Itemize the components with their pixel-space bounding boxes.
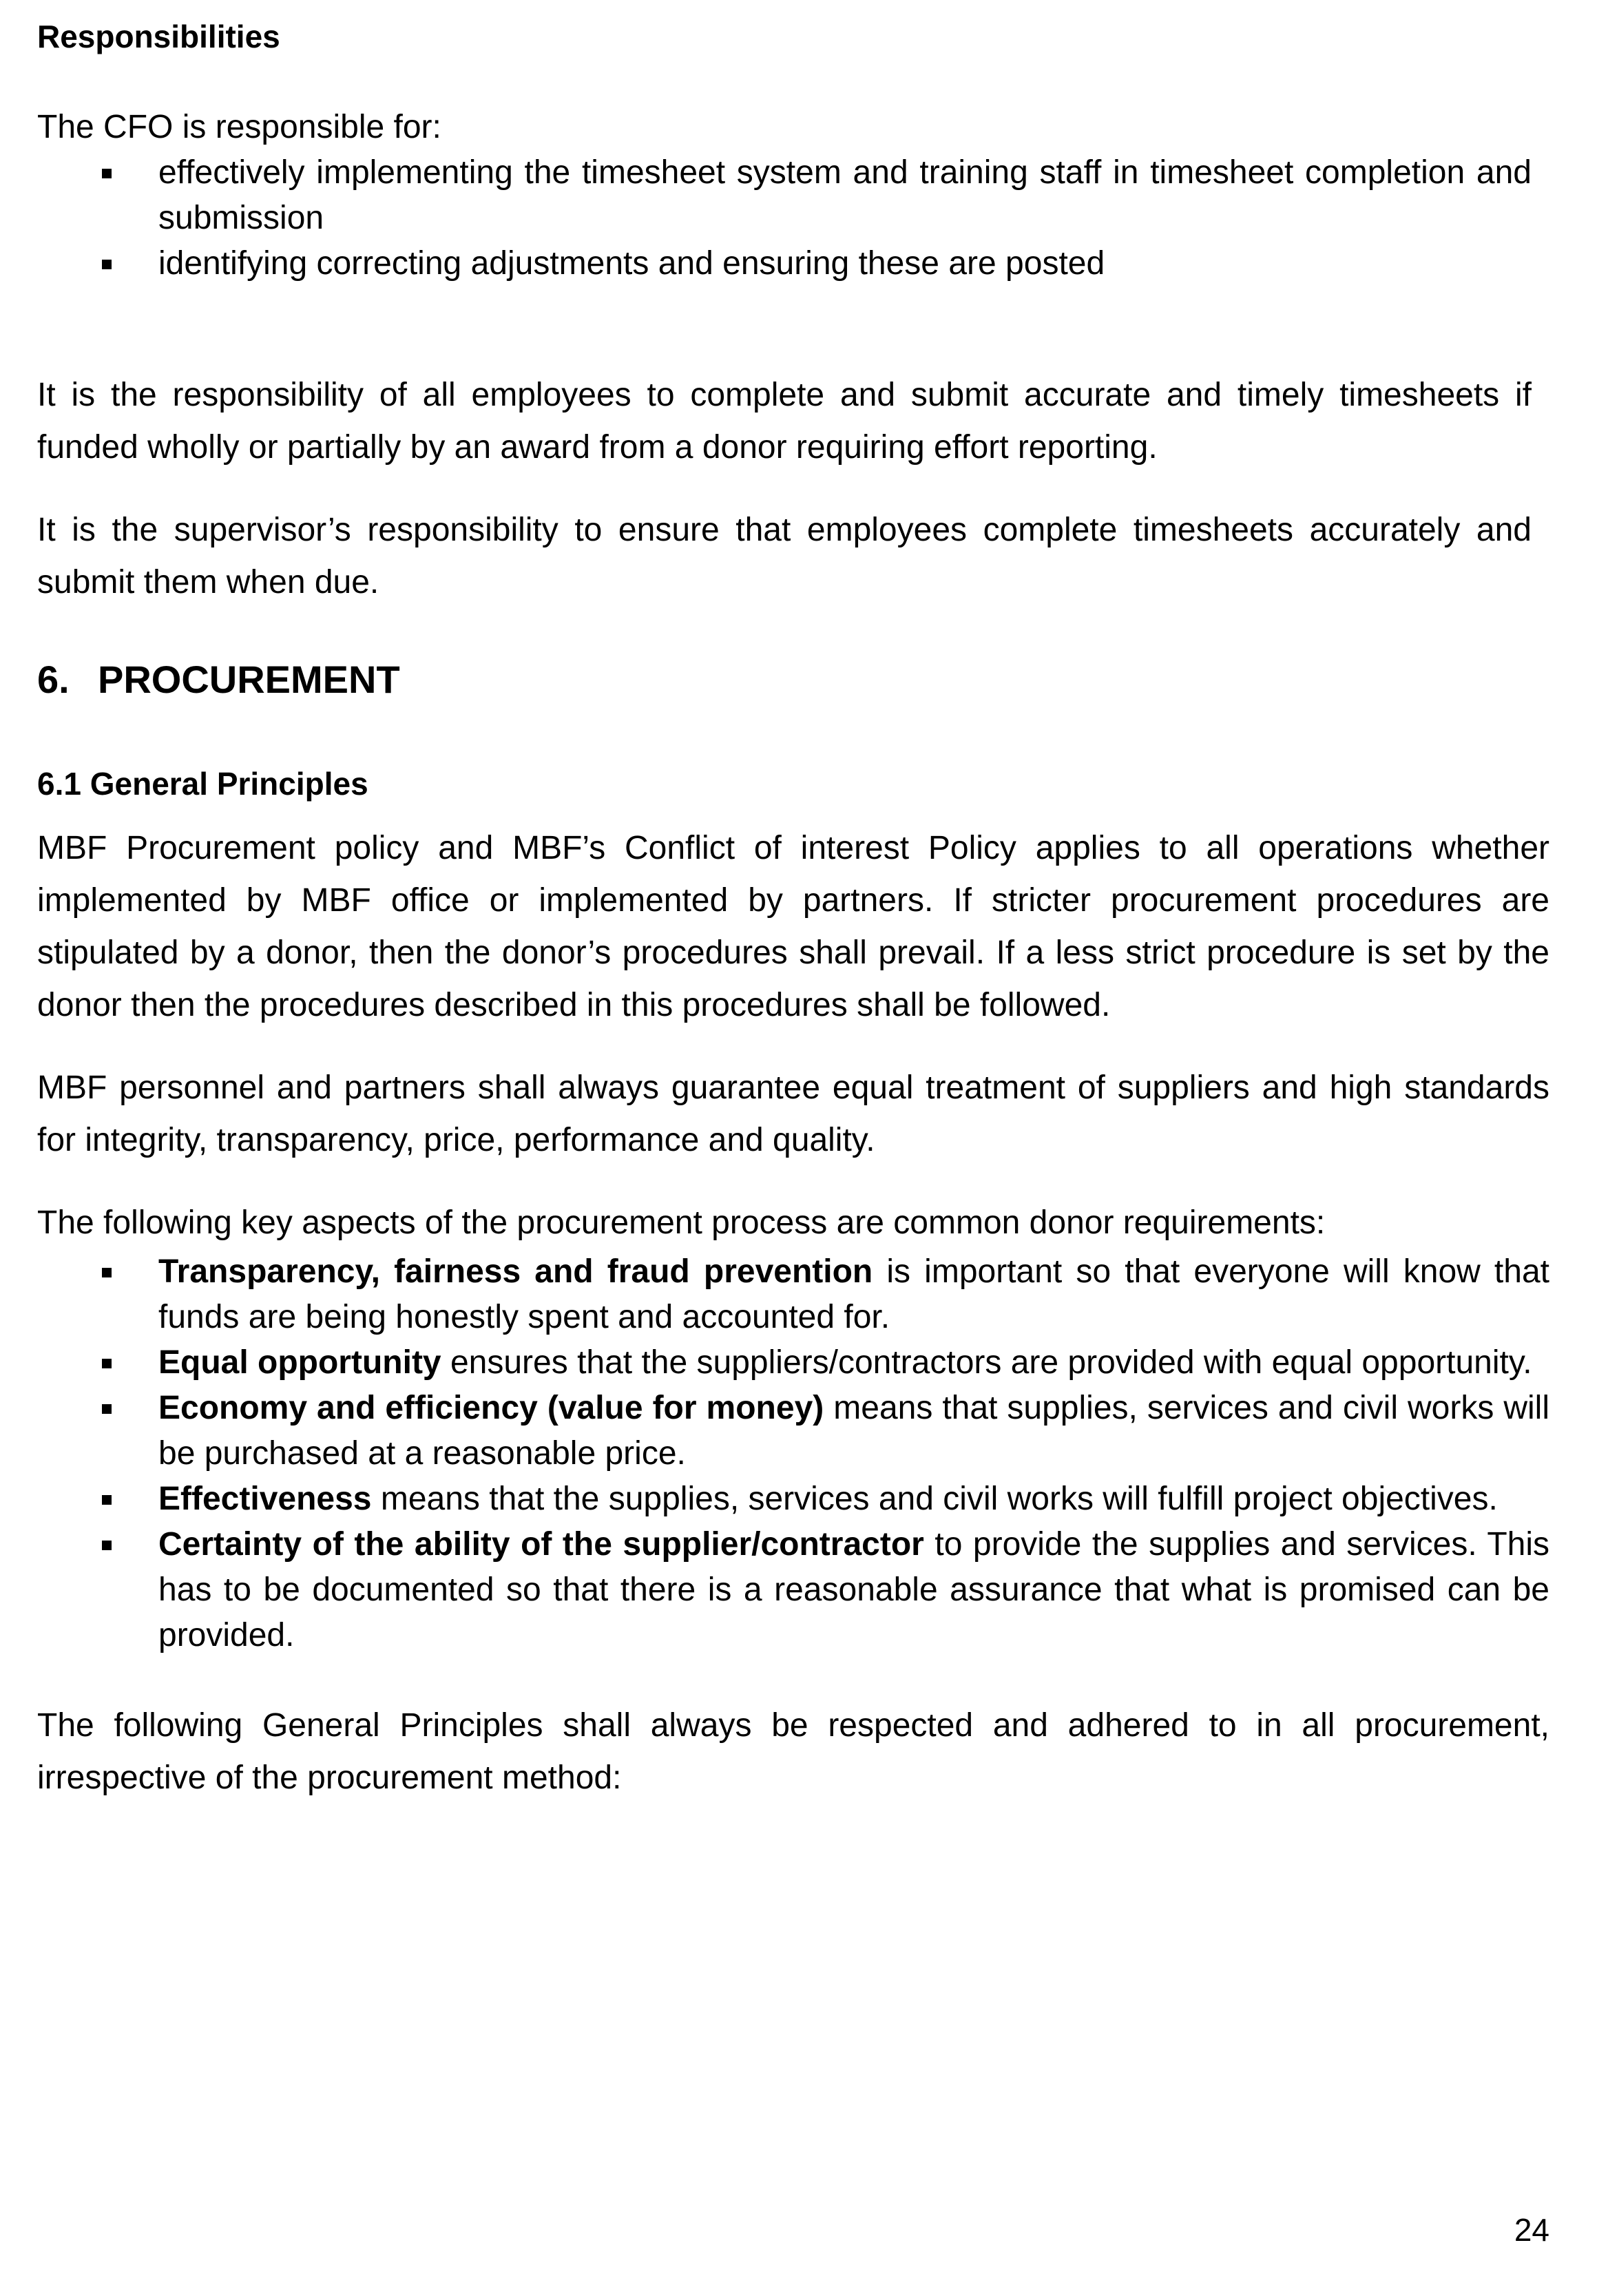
square-bullet-icon: [102, 1495, 112, 1505]
list-item-text: effectively implementing the timesheet system and training staff in timesheet completion and submission: [158, 154, 1532, 236]
list-item: [37, 1386, 1549, 1476]
list-item-bold-term: Transparency, fairness and fraud prevention: [158, 1253, 873, 1290]
list-item-bold-term: Effectiveness: [158, 1481, 372, 1517]
list-item-text: means that supplies, services and civil works will be purchased at a reasonable price.: [158, 1390, 1550, 1472]
supervisor-responsibility-paragraph: It is the supervisor’s responsibility to ensure that employees complete timesheets accurately and submit them when due.: [37, 512, 1532, 601]
list-item-bold-term: Certainty of the ability of the supplier/contractor: [158, 1526, 924, 1563]
list-item-text: means that the supplies, services and civil works will fulfill project objectives.: [371, 1481, 1498, 1517]
section-title: PROCUREMENT: [98, 658, 400, 701]
square-bullet-icon: [102, 169, 112, 178]
section-number: 6.: [37, 658, 70, 701]
square-bullet-icon: [102, 1268, 112, 1277]
list-item-bold-term: Economy and efficiency (value for money): [158, 1390, 824, 1426]
list-item-text: to provide the supplies and services. This has to be documented so that there is a reasonable assurance that what is promised can be provided.: [158, 1526, 1550, 1653]
square-bullet-icon: [102, 1404, 112, 1414]
employees-responsibility-paragraph: It is the responsibility of all employees to complete and submit accurate and timely timesheets if funded wholly or partially by an award from a donor requiring effort reporting.: [37, 377, 1532, 466]
procurement-policy-paragraph: MBF Procurement policy and MBF’s Conflict of interest Policy applies to all operations whether implemented by MBF office or implemented by partners. If stricter procurement procedures are stipulated by a donor, then the donor’s procedures shall prevail. If a less strict procedure is set by the donor then the procedures described in this procedures shall be followed.: [37, 830, 1549, 1023]
list-item: [37, 1249, 1549, 1340]
list-item: [37, 241, 1532, 286]
personnel-paragraph: MBF personnel and partners shall always guarantee equal treatment of suppliers and high standards for integrity, transparency, price, performance and quality.: [37, 1069, 1549, 1158]
key-aspects-intro: The following key aspects of the procurement process are common donor requirements:: [37, 1204, 1326, 1241]
section-heading: [37, 656, 1549, 704]
general-principles-intro: The following General Principles shall always be respected and adhered to in all procurement, irrespective of the procurement method:: [37, 1707, 1549, 1796]
list-item: [37, 1522, 1549, 1658]
list-item-text: ensures that the suppliers/contractors are provided with equal opportunity.: [441, 1344, 1532, 1381]
list-item: [37, 150, 1532, 241]
square-bullet-icon: [102, 260, 112, 269]
cfo-responsibilities-list: [37, 150, 1532, 286]
square-bullet-icon: [102, 1359, 112, 1368]
document-page: [37, 17, 1549, 1804]
list-item: [37, 1476, 1549, 1522]
key-aspects-list: [37, 1249, 1549, 1658]
list-item-text: is important so that everyone will know that funds are being honestly spent and accounted for.: [158, 1253, 1549, 1335]
list-item-bold-term: Equal opportunity: [158, 1344, 441, 1381]
responsibilities-heading: Responsibilities: [37, 19, 280, 54]
list-item-text: identifying correcting adjustments and ensuring these are posted: [158, 245, 1105, 282]
list-item: [37, 1340, 1549, 1386]
square-bullet-icon: [102, 1541, 112, 1550]
cfo-intro: The CFO is responsible for:: [37, 109, 441, 145]
page-number: 24: [1514, 2212, 1549, 2248]
subsection-heading: 6.1 General Principles: [37, 766, 368, 802]
